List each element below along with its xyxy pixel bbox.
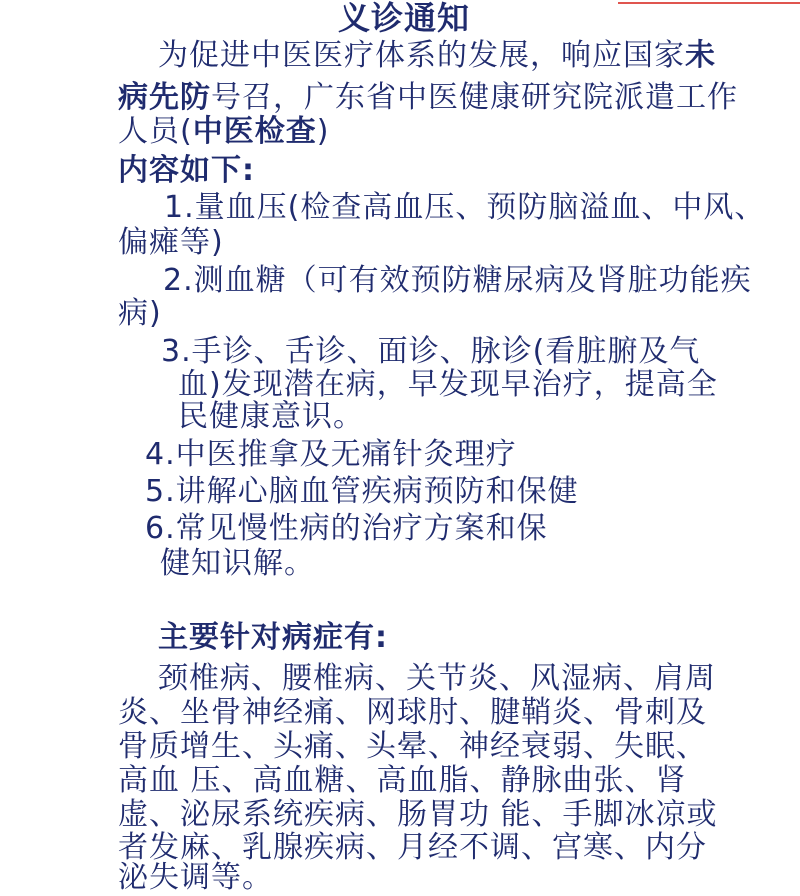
diseases-line: 颈椎病、腰椎病、关节炎、风湿病、肩周 [158, 661, 716, 696]
intro-bold: 病先防 [118, 80, 211, 115]
item-5-line-1: 5.讲解心脑血管疾病预防和保健 [145, 474, 579, 509]
item-2-line-2: 病) [118, 296, 162, 331]
intro-line-3 [118, 114, 329, 150]
diseases-line: 者发麻、乳腺疾病、月经不调、宫寒、内分 [118, 830, 707, 865]
intro-line-2 [118, 80, 738, 116]
intro-text: ) [316, 114, 330, 149]
diseases-line: 泌失调等。 [118, 860, 273, 895]
intro-text: 人员( [118, 114, 193, 149]
diseases-line: 虚、泌尿系统疾病、肠胃功 能、手脚冰凉或 [118, 797, 718, 832]
content-heading: 内容如下: [118, 153, 255, 188]
decorative-divider [618, 2, 800, 4]
item-1-line-2: 偏瘫等) [118, 225, 224, 260]
item-3-line-1: 3.手诊、舌诊、面诊、脉诊(看脏腑及气 [161, 334, 701, 369]
intro-bold: 未 [685, 38, 716, 73]
diseases-line: 炎、坐骨神经痛、网球肘、腱鞘炎、骨刺及 [118, 695, 707, 730]
intro-text: 为促进中医医疗体系的发展，响应国家 [158, 38, 685, 73]
item-1-line-1: 1.量血压(检查高血压、预防脑溢血、中风、 [164, 190, 766, 225]
intro-line-1 [158, 38, 716, 74]
diseases-heading: 主要针对病症有: [158, 620, 388, 655]
item-4-line-1: 4.中医推拿及无痛针灸理疗 [145, 437, 517, 472]
notice-title: 义诊通知 [338, 0, 471, 37]
item-2-line-1: 2.测血糖（可有效预防糖尿病及肾脏功能疾 [163, 263, 752, 298]
diseases-line: 骨质增生、头痛、头晕、神经衰弱、失眠、 [118, 729, 707, 764]
intro-text: 号召，广东省中医健康研究院派遣工作 [211, 80, 738, 115]
item-3-line-2: 血)发现潜在病，早发现早治疗，提高全 [178, 367, 718, 402]
item-6-line-2: 健知识解。 [160, 546, 315, 581]
item-3-line-3: 民健康意识。 [178, 399, 364, 434]
item-6-line-1: 6.常见慢性病的治疗方案和保 [145, 511, 548, 546]
diseases-line: 高血 压、高血糖、高血脂、静脉曲张、肾 [118, 763, 687, 798]
intro-bold: 中医检查 [192, 114, 317, 149]
